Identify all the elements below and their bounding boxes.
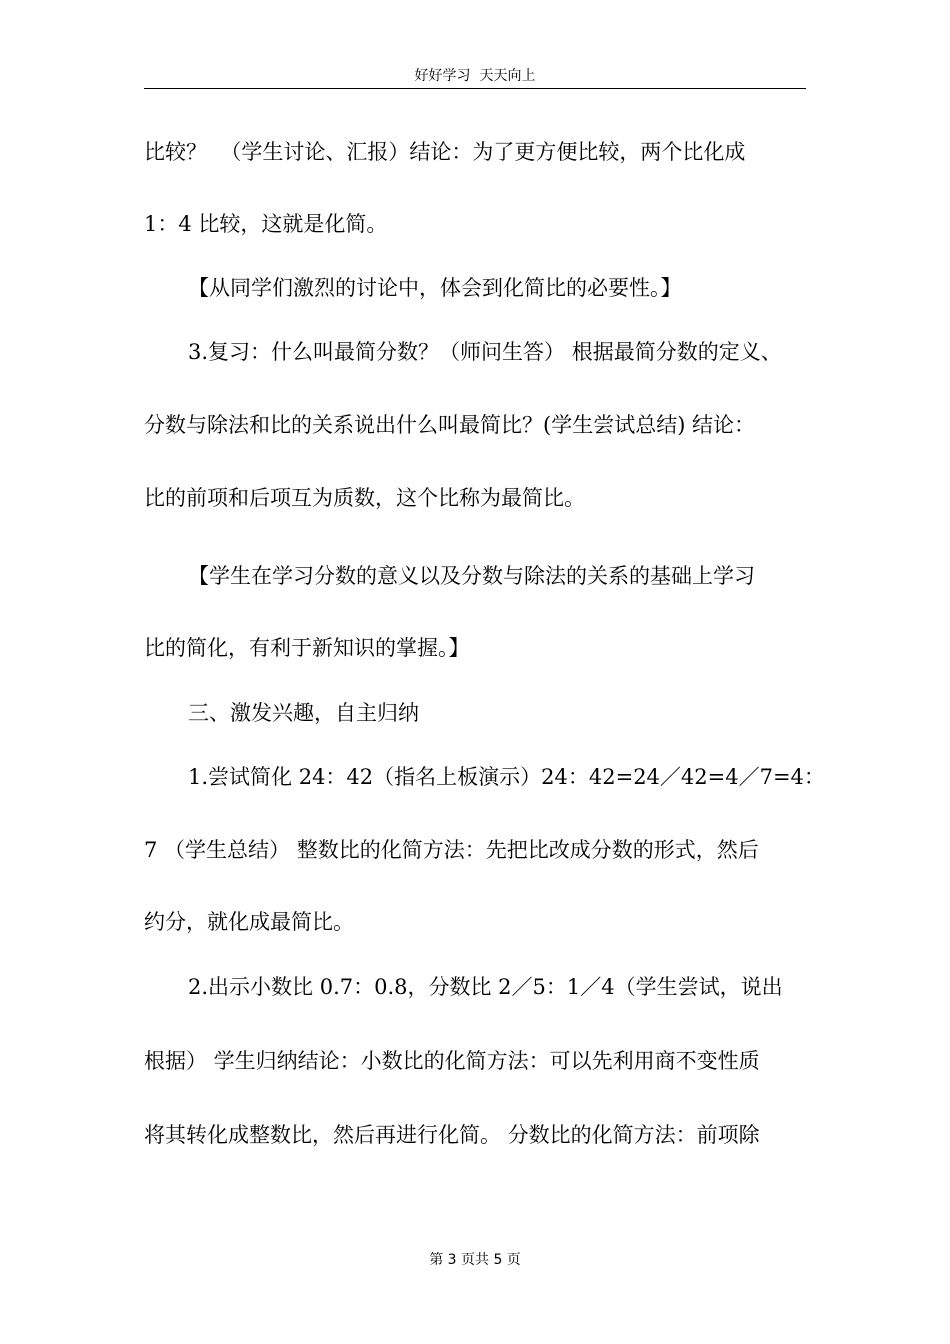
text-line: 1.尝试简化 24：42（指名上板演示）24：42=24／42=4／7=4： (188, 765, 825, 789)
section-heading: 三、激发兴趣，自主归纳 (188, 701, 419, 725)
header-divider (144, 88, 806, 89)
text-line: 2.出示小数比 0.7：0.8，分数比 2／5：1／4（学生尝试，说出 (188, 975, 783, 999)
text-line: 根据） 学生归纳结论：小数比的化简方法：可以先利用商不变性质 (144, 1049, 760, 1073)
text-line: 3.复习：什么叫最简分数？（师问生答） 根据最简分数的定义、 (188, 340, 782, 364)
text-line: 1：4 比较，这就是化简。 (144, 212, 388, 236)
text-line: 【从同学们激烈的讨论中，体会到化简比的必要性。】 (188, 276, 682, 300)
text-line: 【学生在学习分数的意义以及分数与除法的关系的基础上学习 (188, 564, 755, 588)
text-line: 比较？ （学生讨论、汇报）结论：为了更方便比较，两个比化成 (144, 140, 746, 164)
text-line: 比的前项和后项互为质数，这个比称为最简比。 (144, 486, 585, 510)
text-line: 将其转化成整数比，然后再进行化简。 分数比的化简方法：前项除 (144, 1123, 760, 1147)
text-line: 比的简化，有利于新知识的掌握。】 (144, 636, 470, 660)
text-line: 约分，就化成最简比。 (144, 910, 354, 934)
text-line: 7 （学生总结） 整数比的化简方法：先把比改成分数的形式，然后 (144, 838, 759, 862)
page-number: 第 3 页共 5 页 (429, 1252, 521, 1268)
page-header: 好好学习 天天向上 (414, 68, 536, 84)
text-line: 分数与除法和比的关系说出什么叫最简比？(学生尝试总结) 结论： (144, 413, 756, 437)
